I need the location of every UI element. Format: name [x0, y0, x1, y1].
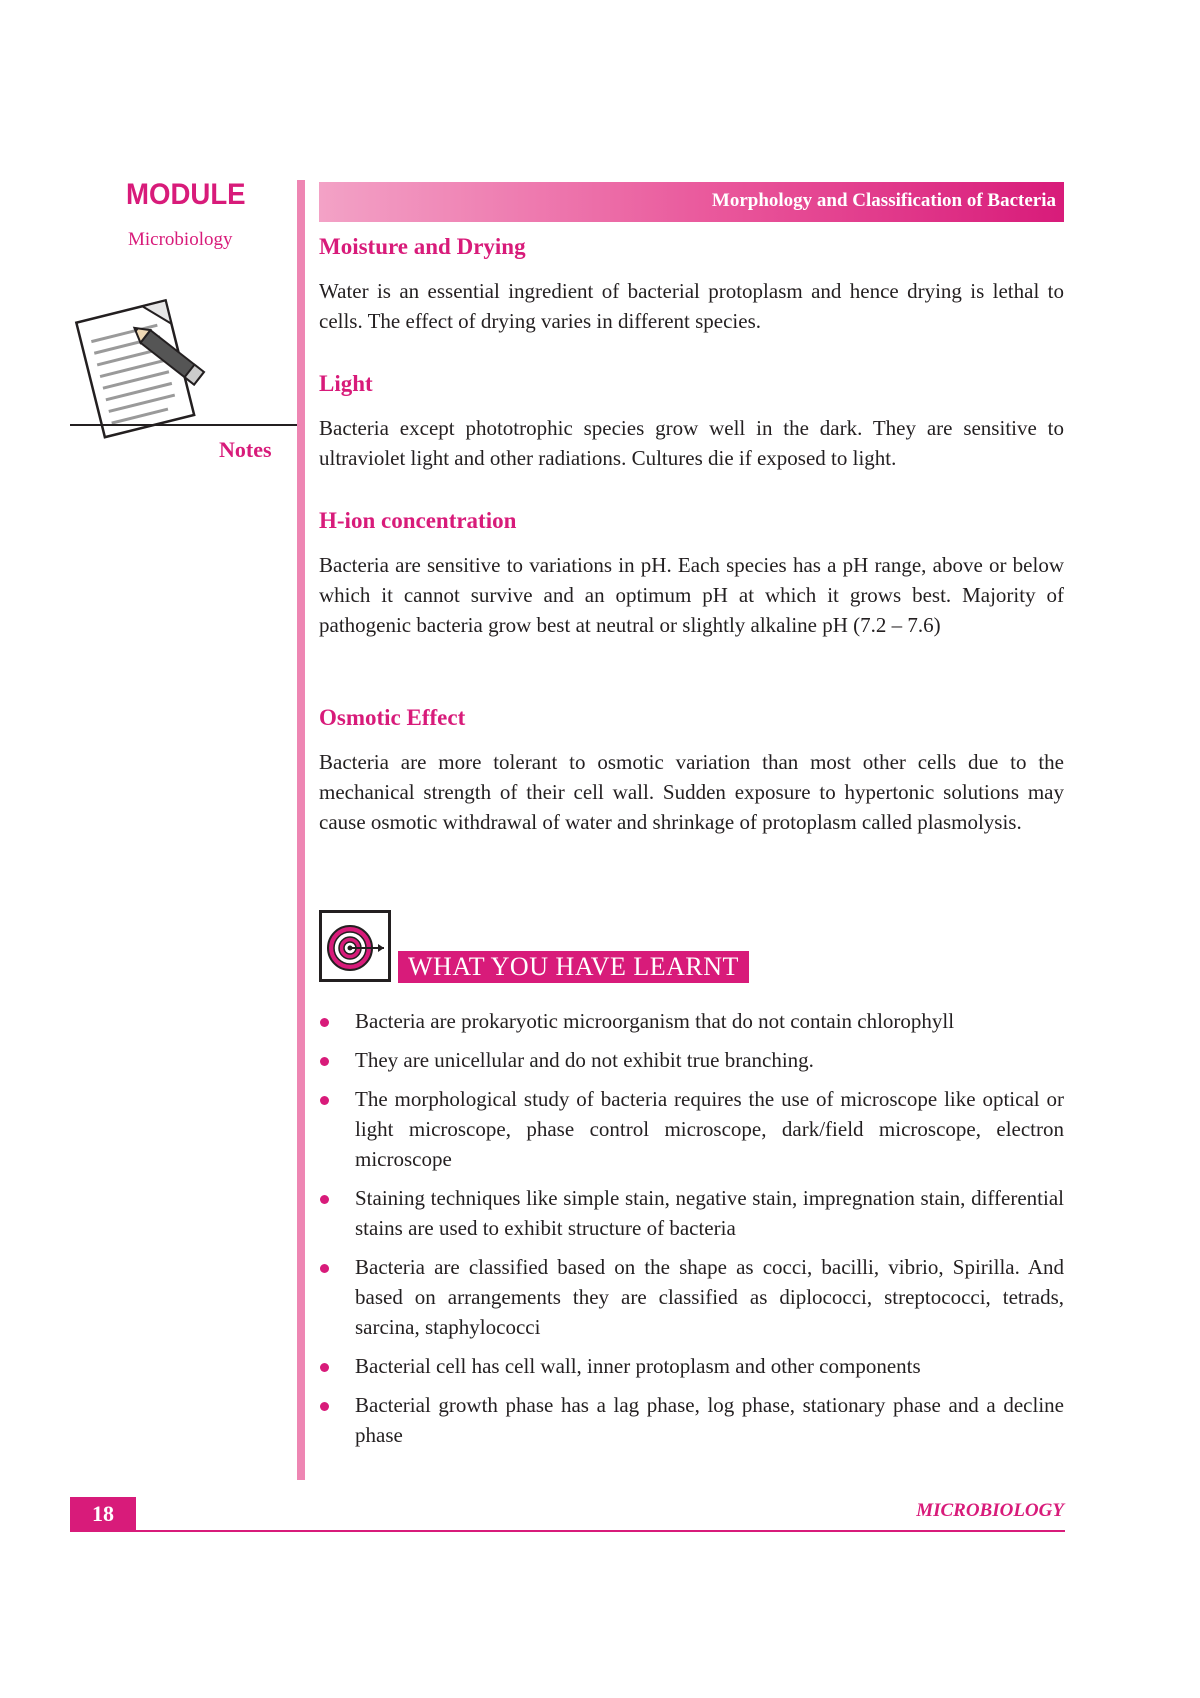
section-text: Bacteria except phototrophic species grow well in the dark. They are sensitive to ultraviolet light and other radiations. Cultures die if exposed to light. [319, 416, 1064, 470]
list-item-text: Bacteria are prokaryotic microorganism that do not contain chlorophyll [355, 1009, 955, 1033]
list-item-text: Bacterial cell has cell wall, inner protoplasm and other components [355, 1354, 921, 1378]
section-text: Bacteria are sensitive to variations in pH. Each species has a pH range, above or below which it cannot survive and an optimum pH at which it grows best. Majority of pathogenic bacteria grow best at neutral or slightly alkaline pH (7.2 – 7.6) [319, 553, 1064, 637]
section-osmotic [319, 701, 1064, 837]
section-title: Light [319, 371, 373, 396]
bullet-icon [320, 1018, 329, 1027]
section-moisture-drying [319, 230, 1064, 336]
section-light [319, 367, 1064, 473]
list-item [319, 1390, 1064, 1450]
bullet-icon [320, 1195, 329, 1204]
module-title: MODULE [126, 178, 246, 211]
list-item [319, 1351, 1064, 1381]
page-number: 18 [92, 1501, 114, 1526]
list-item [319, 1045, 1064, 1075]
bullet-icon [320, 1096, 329, 1105]
list-item [319, 1252, 1064, 1342]
learnt-list [319, 1006, 1064, 1459]
learnt-banner [398, 951, 749, 983]
list-item [319, 1006, 1064, 1036]
notes-label: Notes [219, 437, 272, 462]
footer-subject: MICROBIOLOGY [916, 1500, 1064, 1521]
notes-rule [70, 424, 298, 426]
list-item [319, 1183, 1064, 1243]
section-title: Osmotic Effect [319, 705, 466, 730]
section-title: H-ion concentration [319, 508, 517, 533]
footer-rule [70, 1530, 1065, 1532]
margin-bar [297, 180, 305, 1480]
section-title: Moisture and Drying [319, 234, 526, 259]
bullet-icon [320, 1264, 329, 1273]
page-number-box [70, 1497, 136, 1531]
section-text: Water is an essential ingredient of bacterial protoplasm and hence drying is lethal to cells. The effect of drying varies in different species. [319, 279, 1064, 333]
bullet-icon [320, 1402, 329, 1411]
chapter-header [319, 182, 1064, 222]
bullet-icon [320, 1057, 329, 1066]
list-item-text: They are unicellular and do not exhibit true branching. [355, 1048, 814, 1072]
list-item-text: The morphological study of bacteria requires the use of microscope like optical or light microscope, phase control microscope, dark/field microscope, electron microscope [355, 1087, 1064, 1171]
learnt-heading: WHAT YOU HAVE LEARNT [408, 952, 739, 981]
module-subject: Microbiology [128, 229, 233, 250]
list-item-text: Staining techniques like simple stain, negative stain, impregnation stain, differential stains are used to exhibit structure of bacteria [355, 1186, 1064, 1240]
list-item-text: Bacteria are classified based on the shape as cocci, bacilli, vibrio, Spirilla. And based on arrangements they are classified as diplococci, streptococci, tetrads, sarcina, staphylococci [355, 1255, 1064, 1339]
list-item [319, 1084, 1064, 1174]
list-item-text: Bacterial growth phase has a lag phase, log phase, stationary phase and a decline phase [355, 1393, 1064, 1447]
chapter-title: Morphology and Classification of Bacteria [711, 190, 1056, 211]
target-icon [319, 910, 391, 982]
section-h-ion [319, 504, 1064, 640]
bullet-icon [320, 1363, 329, 1372]
section-text: Bacteria are more tolerant to osmotic variation than most other cells due to the mechanical strength of their cell wall. Sudden exposure to hypertonic solutions may cause osmotic withdrawal of water and shrinkage of protoplasm called plasmolysis. [319, 750, 1064, 834]
